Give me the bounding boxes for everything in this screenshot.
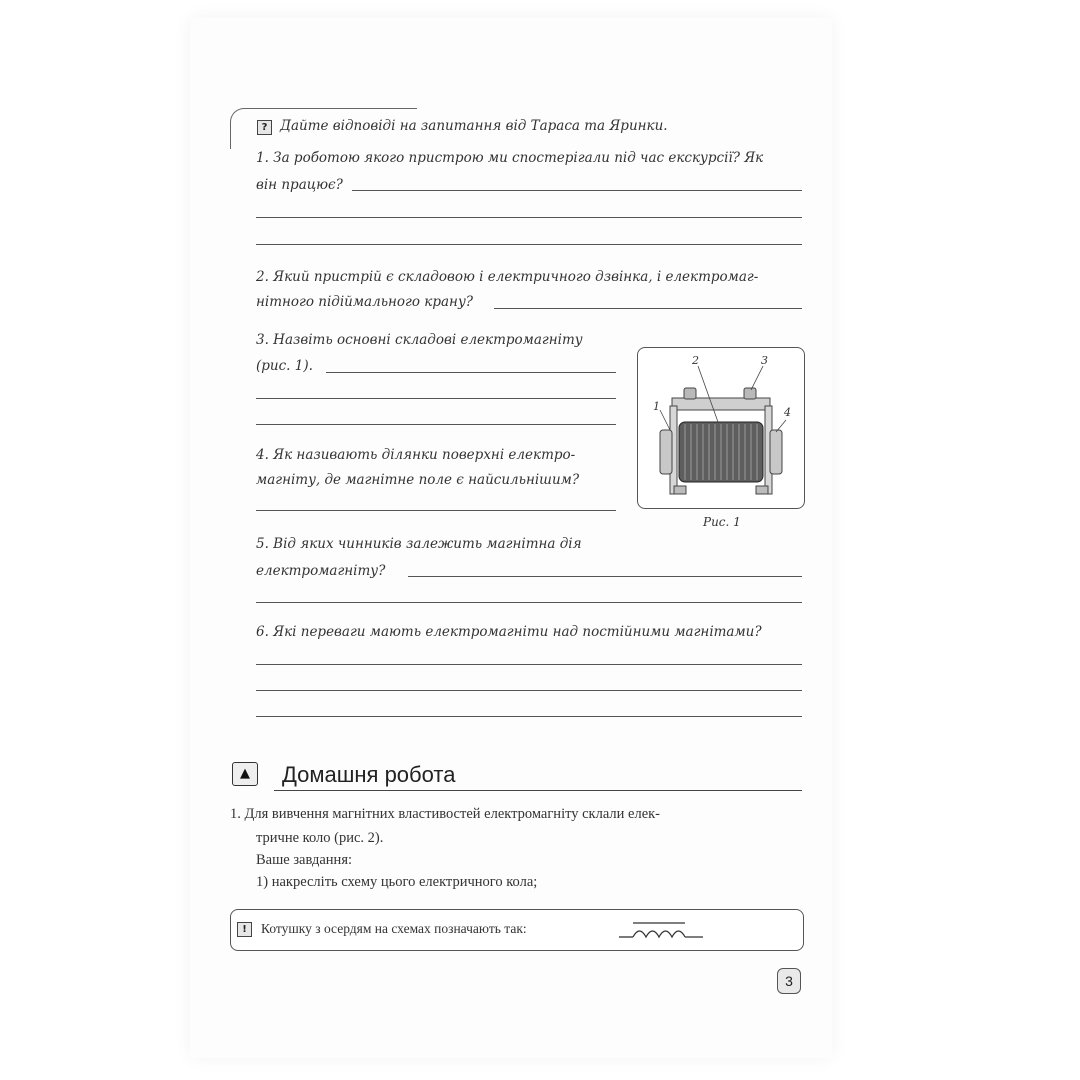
note-box: [230, 909, 804, 951]
question-1-line-2: він працює?: [256, 177, 343, 193]
question-1-line-1: 1. За роботою якого пристрою ми спостерігали під час екскурсії? Як: [256, 150, 764, 166]
question-2-line-1: 2. Який пристрій є складовою і електричного дзвінка, і електромаг-: [256, 269, 759, 285]
question-3-line-1: 3. Назвіть основні складові електромагніту: [256, 332, 583, 348]
homework-title: Домашня робота: [282, 762, 456, 787]
assignment-label: Ваше завдання:: [256, 852, 353, 868]
answer-line[interactable]: [494, 308, 802, 309]
homework-task-line-1: 1. Для вивчення магнітних властивостей електромагніту склали елек-: [230, 806, 661, 822]
figure-label-4: 4: [784, 406, 791, 419]
page-number: 3: [777, 968, 801, 994]
figure-caption: Рис. 1: [703, 515, 741, 529]
note-exclamation-icon: !: [237, 922, 252, 937]
coil-with-core-icon: [617, 919, 717, 943]
figure-label-1: 1: [653, 400, 660, 413]
answer-line[interactable]: [256, 602, 802, 603]
assignment-step-1: 1) накресліть схему цього електричного кола;: [256, 874, 538, 890]
answer-line[interactable]: [256, 690, 802, 691]
section-intro-text: Дайте відповіді на запитання від Тараса та Яринки.: [280, 118, 668, 134]
answer-line[interactable]: [408, 576, 802, 577]
homework-title-underline: [274, 790, 802, 791]
question-4-line-2: магніту, де магнітне поле є найсильнішим?: [256, 472, 580, 488]
electromagnet-illustration-icon: [638, 348, 804, 508]
answer-line[interactable]: [256, 244, 802, 245]
question-2-line-2: нітного підіймального крану?: [256, 294, 474, 310]
note-text: Котушку з осердям на схемах позначають так:: [261, 921, 527, 936]
question-6-line-1: 6. Які переваги мають електромагніти над постійними магнітами?: [256, 624, 762, 640]
answer-line[interactable]: [326, 372, 616, 373]
answer-line[interactable]: [352, 190, 802, 191]
homework-triangle-icon: ▲: [232, 762, 258, 786]
question-4-line-1: 4. Як називають ділянки поверхні електро-: [256, 447, 576, 463]
question-5-line-1: 5. Від яких чинників залежить магнітна дія: [256, 536, 582, 552]
figure-label-3: 3: [761, 354, 768, 367]
answer-line[interactable]: [256, 664, 802, 665]
figure-label-2: 2: [692, 354, 699, 367]
answer-line[interactable]: [256, 424, 616, 425]
answer-line[interactable]: [256, 217, 802, 218]
question-marker-icon: ?: [257, 120, 272, 135]
homework-task-line-2: тричне коло (рис. 2).: [256, 830, 384, 846]
answer-line[interactable]: [256, 510, 616, 511]
answer-line[interactable]: [256, 716, 802, 717]
answer-line[interactable]: [256, 398, 616, 399]
figure-electromagnet: [637, 347, 805, 509]
question-5-line-2: електромагніту?: [256, 563, 386, 579]
question-3-line-2: (рис. 1).: [256, 358, 313, 374]
